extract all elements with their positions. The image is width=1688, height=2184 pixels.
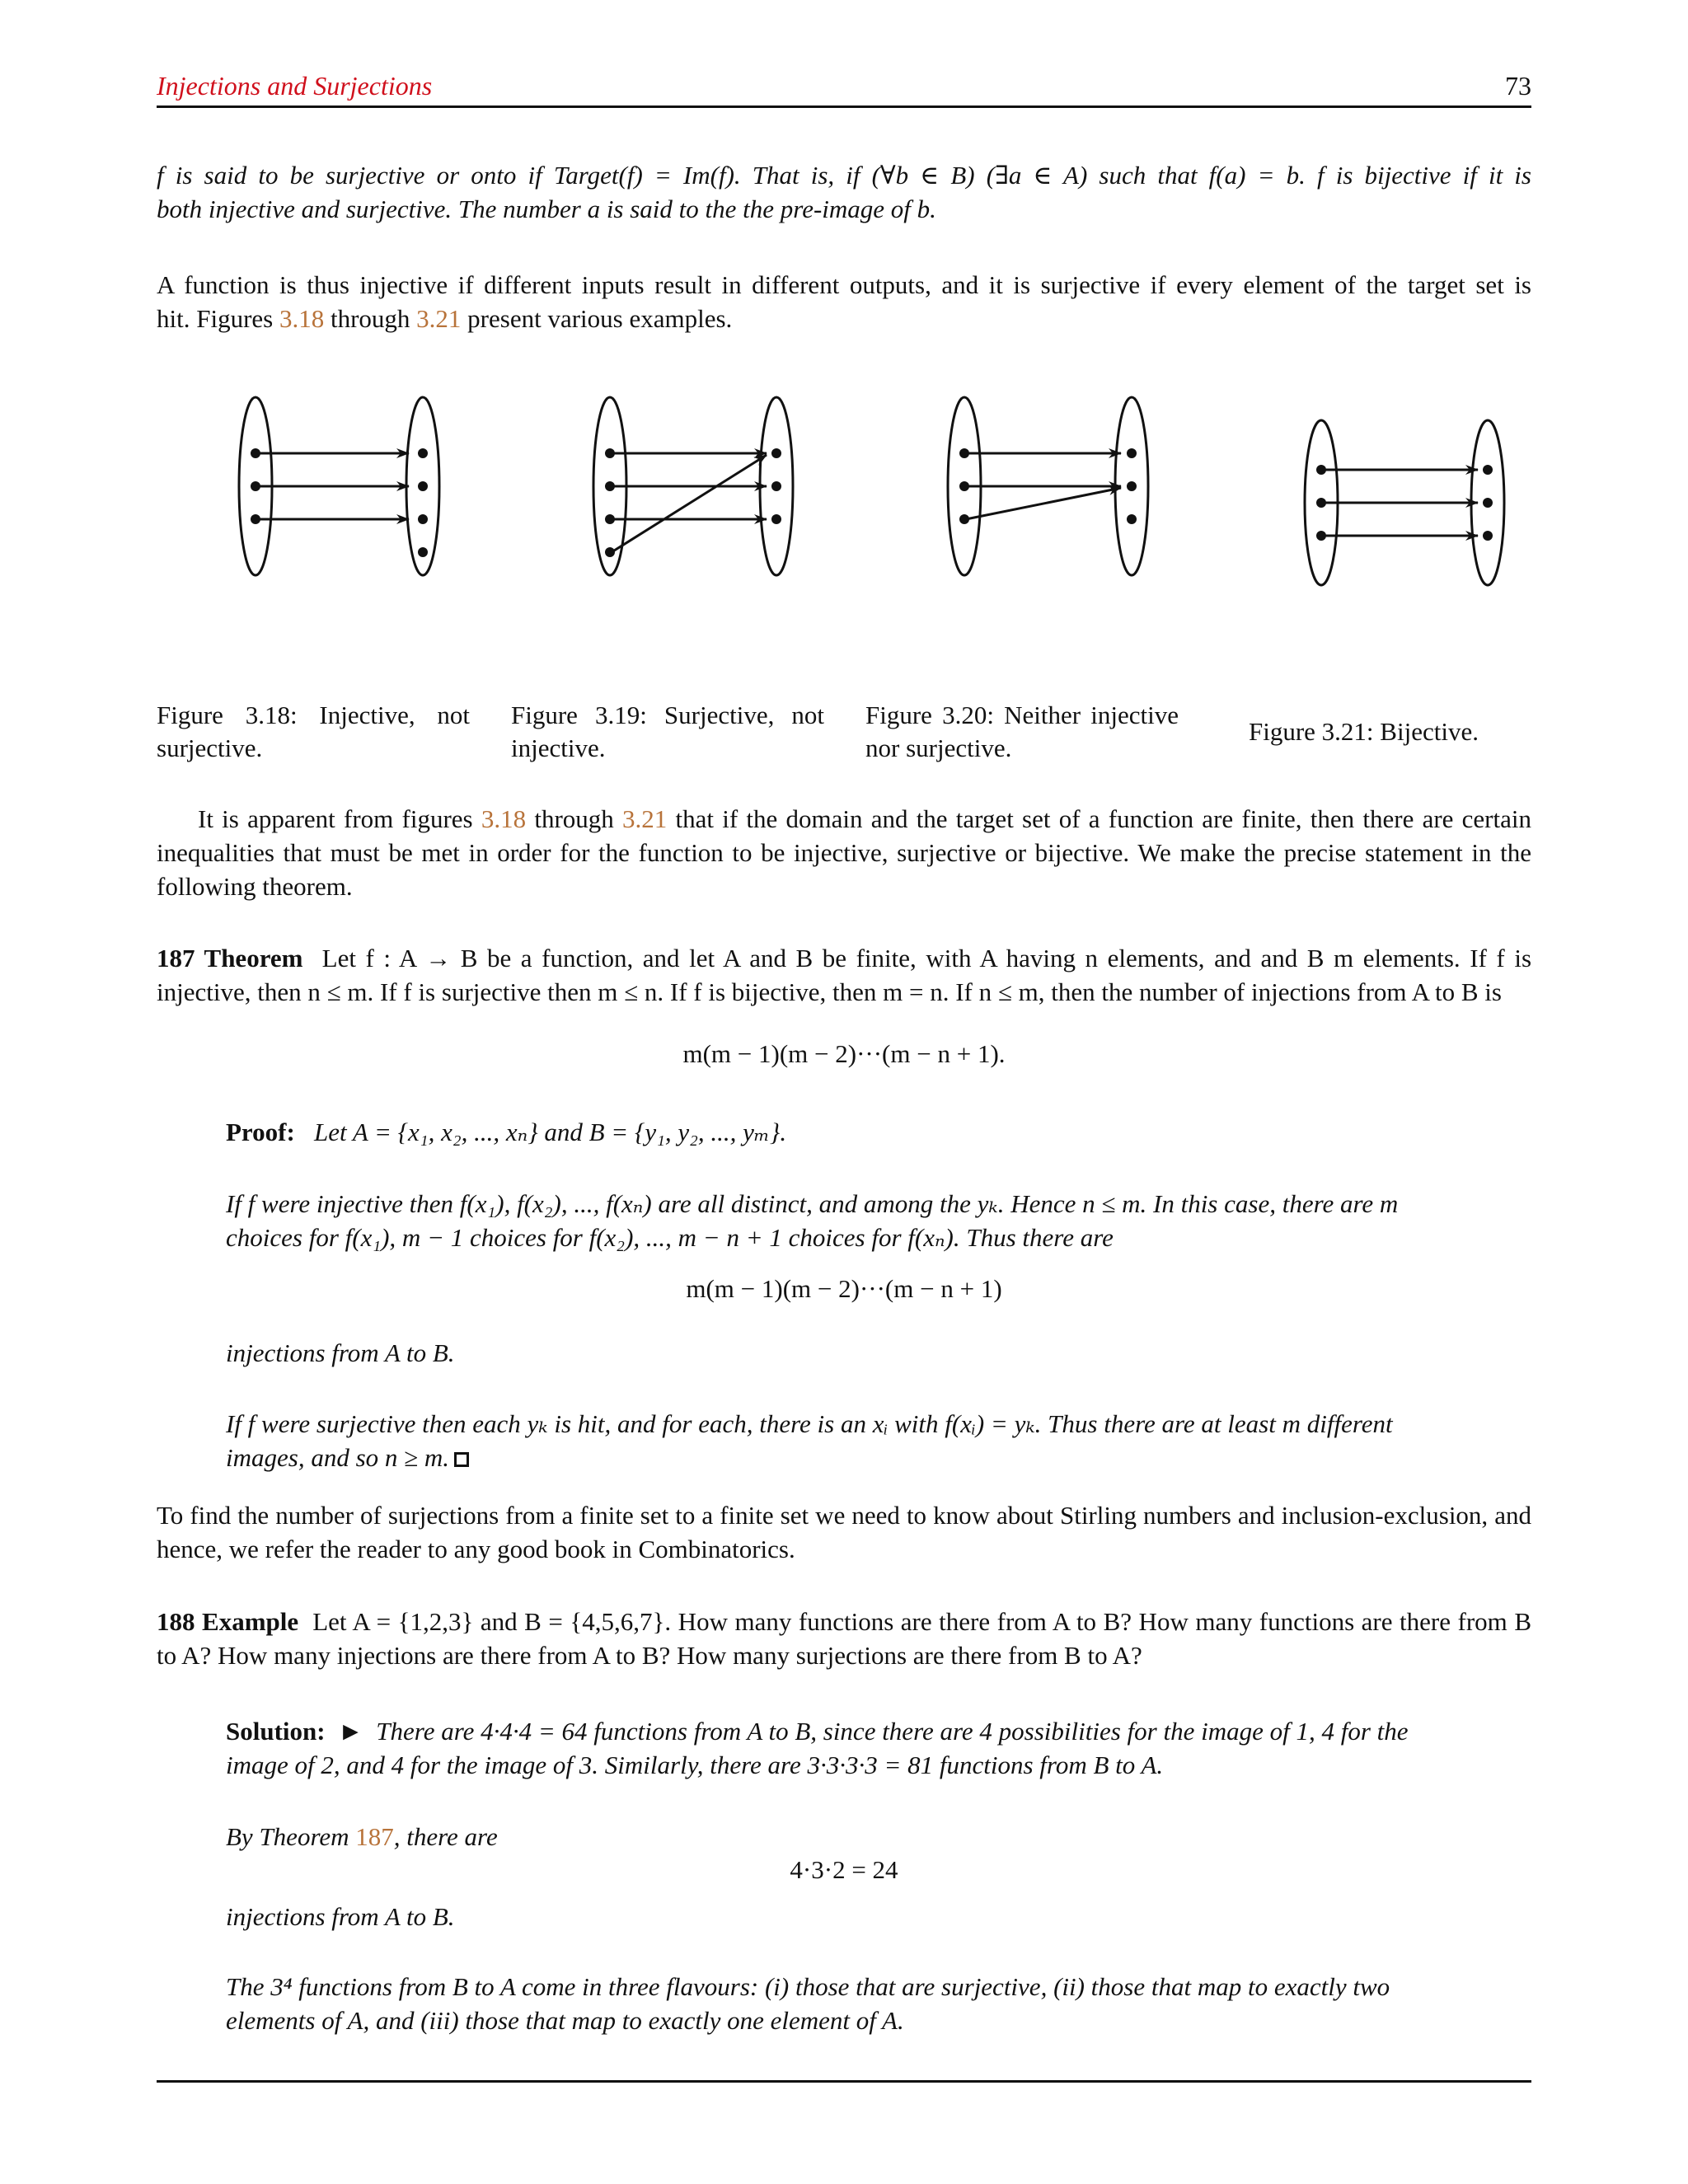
- theorem-187: [157, 941, 1531, 1009]
- text-fragment: , there are: [393, 1822, 498, 1851]
- proof-text: If f were surjective then each yₖ is hit, and for each, there is an xᵢ with f(xᵢ) = yₖ. Thus there are at least m different images, and so n ≥ m.: [226, 1409, 1393, 1472]
- text-fragment: present various examples.: [461, 304, 733, 333]
- running-header-title: Injections and Surjections: [157, 71, 433, 101]
- proof-label: Proof:: [226, 1118, 295, 1146]
- figure-ref-3-21[interactable]: 3.21: [416, 304, 462, 333]
- figure-3-19-diagram: [593, 397, 793, 575]
- example-188: [157, 1605, 1531, 1672]
- examples-intro-paragraph: [157, 268, 1531, 335]
- mapping-arrow: [612, 455, 767, 552]
- figure-3-21-caption: Figure 3.21: Bijective.: [1249, 717, 1479, 746]
- mapping-arrow: [966, 488, 1121, 519]
- footer-rule: [157, 2080, 1531, 2083]
- figure-ref-3-18[interactable]: 3.18: [279, 304, 325, 333]
- solution-injections-text: injections from A to B.: [226, 1902, 455, 1931]
- surjective-definition: [157, 158, 1531, 226]
- proof-injections-text: injections from A to B.: [226, 1338, 455, 1367]
- qed-box-icon: [454, 1452, 469, 1467]
- figure-3-20-caption: Figure 3.20: Neither injective nor surjective.: [865, 701, 1179, 762]
- solution-paragraph: [226, 1714, 1462, 1782]
- surjective-definition-line1: f is said to be surjective or onto if Target(f) = Im(f). That is, if (∀b ∈ B) (∃a ∈ A) such that f(a) = b. f is bijective if it is: [157, 161, 1531, 190]
- examples-intro-line1: A function is thus injective if different inputs result in different outputs, and it is surjective if every element of the target set is: [157, 270, 1531, 299]
- solution-formula: 4·3·2 = 24: [790, 1855, 898, 1884]
- figure-ref-3-18[interactable]: 3.18: [481, 804, 527, 833]
- text-fragment: hit. Figures: [157, 304, 279, 333]
- figure-3-18-caption: Figure 3.18: Injective, not surjective.: [157, 701, 470, 762]
- theorem-label: 187 Theorem: [157, 944, 303, 972]
- text-fragment: through: [324, 304, 417, 333]
- solution-label: Solution:: [226, 1717, 326, 1746]
- proof-text: Let A = {x₁, x₂, ..., xₙ} and B = {y₁, y₂, ..., yₘ}.: [314, 1118, 787, 1146]
- solution-text: There are 4·4·4 = 64 functions from A to B, since there are 4 possibilities for the image of 1, 4 for the image of 2, and 4 for the image of 3. Similarly, there are 3·3·3·3 = 81 functions from B to A.: [226, 1717, 1409, 1779]
- inequalities-paragraph: [157, 802, 1531, 903]
- theorem-ref-187[interactable]: 187: [355, 1822, 394, 1851]
- proof-formula: m(m − 1)(m − 2)···(m − n + 1): [686, 1274, 1002, 1303]
- example-label: 188 Example: [157, 1607, 299, 1636]
- figure-3-21-diagram: [1305, 420, 1504, 585]
- figure-ref-3-21[interactable]: 3.21: [622, 804, 668, 833]
- proof-surjective-paragraph: [226, 1407, 1462, 1474]
- text-fragment: By Theorem: [226, 1822, 356, 1851]
- theorem-formula: m(m − 1)(m − 2)···(m − n + 1).: [682, 1039, 1006, 1068]
- proof-line1: [226, 1115, 1462, 1149]
- example-text: Let A = {1,2,3} and B = {4,5,6,7}. How many functions are there from A to B? How many functions are there from B to A? How many injections are there from A to B? How many surjections are there from B to A?: [157, 1607, 1532, 1670]
- examples-intro-line2: [157, 302, 1531, 335]
- theorem-text: Let f : A → B be a function, and let A and B be finite, with A having n elements, and and B m elements. If f is injective, then n ≤ m. If f is surjective then m ≤ n. If f is bijective, then m = n. If n ≤ m, then the number of injections from A to B is: [157, 944, 1532, 1006]
- figure-3-19-caption: Figure 3.19: Surjective, not injective.: [511, 701, 824, 762]
- figure-3-20-diagram: [948, 397, 1148, 575]
- solution-by-theorem: [226, 1820, 1462, 1854]
- text-fragment: that if the domain and the target set of a function are finite, then there are certain inequalities that must be met in order for the function to be injective, surjective or bijective. We make the precise statement in the following theorem.: [157, 804, 1531, 901]
- header-rule: [157, 105, 1531, 108]
- figure-3-18-diagram: [239, 397, 439, 575]
- solution-flavours-paragraph: The 3⁴ functions from B to A come in three flavours: (i) those that are surjective, (ii) those that map to exactly two elements of A, and (iii) those that map to exactly one element of A.: [226, 1972, 1390, 2035]
- surjections-paragraph: To find the number of surjections from a finite set to a finite set we need to know about Stirling numbers and inclusion-exclusion, and hence, we refer the reader to any good book in Combinatorics.: [157, 1501, 1531, 1563]
- triangle-marker-icon: ►: [338, 1717, 363, 1746]
- text-fragment: It is apparent from figures: [198, 804, 481, 833]
- surjective-definition-line2: both injective and surjective. The number a is said to the the pre-image of b.: [157, 194, 936, 223]
- proof-injective-paragraph: If f were injective then f(x₁), f(x₂), ..., f(xₙ) are all distinct, and among the yₖ. Hence n ≤ m. In this case, there are m choices for f(x₁), m − 1 choices for f(x₂), ..., m − n + 1 choices for f(xₙ). Thus there are: [226, 1189, 1399, 1252]
- function-diagrams: [0, 387, 1688, 610]
- page-number: 73: [1505, 71, 1531, 101]
- text-fragment: through: [526, 804, 622, 833]
